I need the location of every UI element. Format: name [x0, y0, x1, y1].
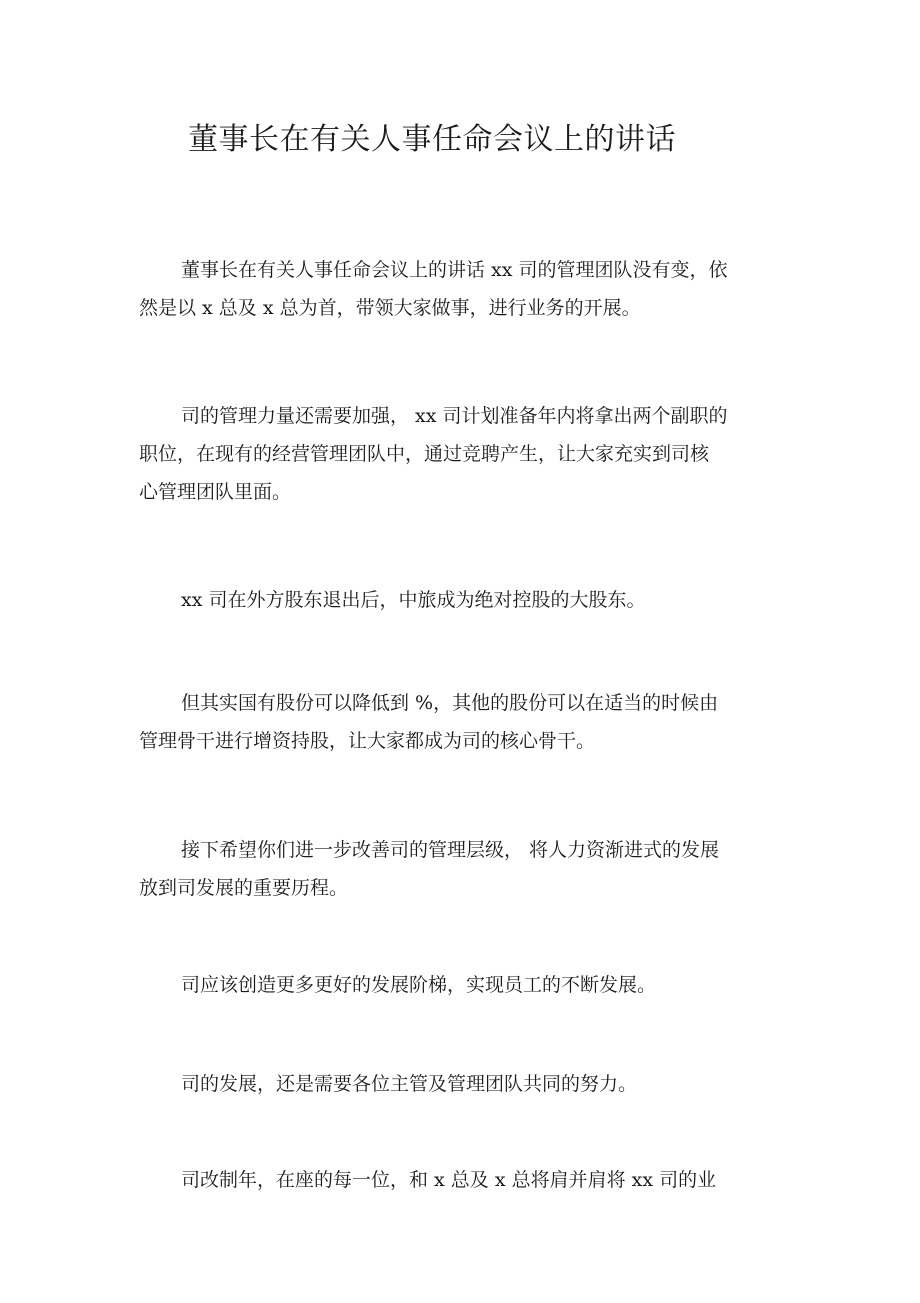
paragraph-4: [139, 684, 769, 760]
paragraph-line: 司的管理力量还需要加强， xx 司计划准备年内将拿出两个副职的: [181, 405, 728, 427]
paragraph-2: [139, 397, 769, 511]
paragraph-line: 心管理团队里面。: [139, 481, 292, 503]
paragraph-line: 司的发展，还是需要各位主管及管理团队共同的努力。: [181, 1073, 638, 1095]
paragraph-6: [139, 966, 769, 1004]
paragraph-line: 职位，在现有的经营管理团队中，通过竞聘产生，让大家充实到司核: [139, 443, 710, 465]
paragraph-line: 放到司发展的重要历程。: [139, 877, 349, 899]
paragraph-line: 司改制年，在座的每一位，和 x 总及 x 总将肩并肩将 xx 司的业: [181, 1169, 717, 1191]
document-title: 董事长在有关人事任命会议上的讲话: [188, 122, 676, 157]
paragraph-line: 董事长在有关人事任命会议上的讲话 xx 司的管理团队没有变，依: [181, 259, 728, 281]
paragraph-line: 但其实国有股份可以降低到 %，其他的股份可以在适当的时候由: [181, 692, 719, 714]
paragraph-line: xx 司在外方股东退出后，中旅成为绝对控股的大股东。: [181, 589, 646, 611]
paragraph-8: [139, 1161, 769, 1199]
paragraph-line: 司应该创造更多更好的发展阶梯，实现员工的不断发展。: [181, 974, 657, 996]
paragraph-line: 管理骨干进行增资持股，让大家都成为司的核心骨干。: [139, 730, 596, 752]
paragraph-1: [139, 251, 769, 327]
paragraph-3: [139, 581, 769, 619]
paragraph-7: [139, 1065, 769, 1103]
paragraph-line: 然是以 x 总及 x 总为首，带领大家做事，进行业务的开展。: [139, 297, 641, 319]
paragraph-5: [139, 831, 769, 907]
paragraph-line: 接下希望你们进一步改善司的管理层级， 将人力资渐进式的发展: [181, 839, 720, 861]
